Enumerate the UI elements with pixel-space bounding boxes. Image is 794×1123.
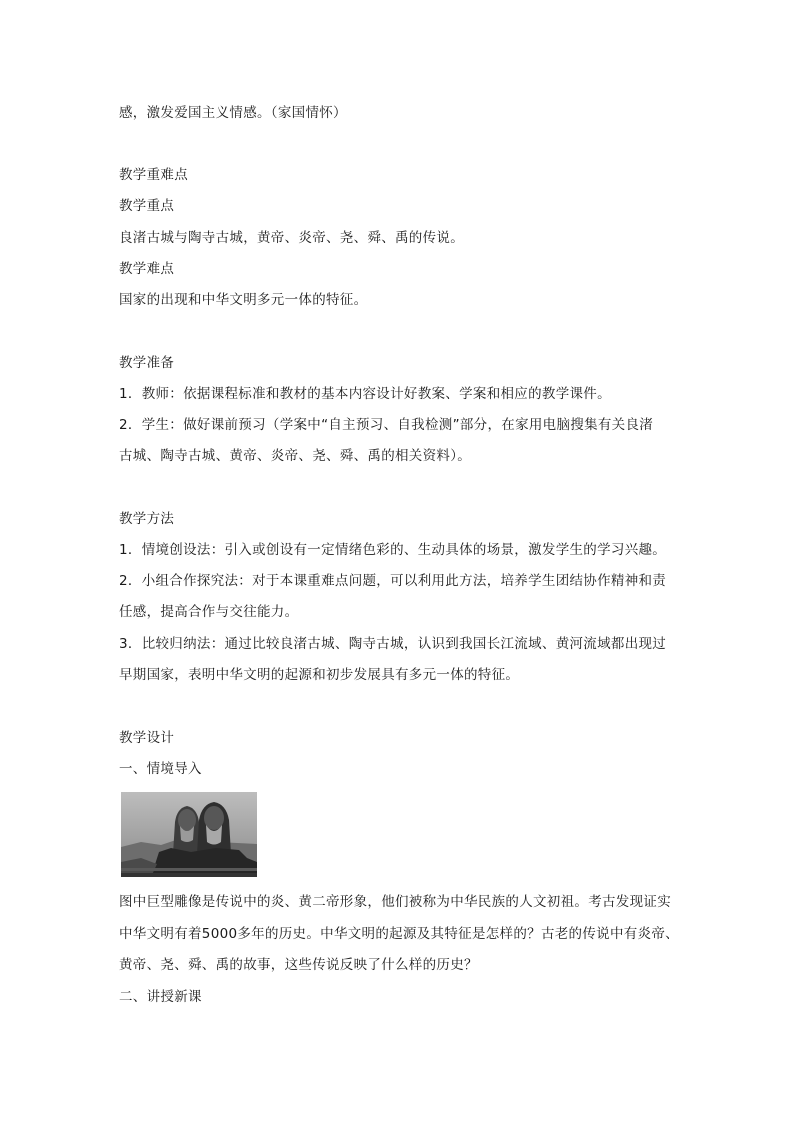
- yan-huang-statue-photo: [121, 792, 257, 877]
- difficult-points-label: 教学难点: [119, 261, 175, 277]
- methods-item-2-line-2: 任感，提高合作与交往能力。: [119, 604, 299, 620]
- key-difficult-heading: 教学重难点: [119, 167, 188, 183]
- intro-paragraph-line-2: 中华文明有着5000多年的历史。中华文明的起源及其特征是怎样的？古老的传说中有炎帝、: [119, 926, 679, 942]
- methods-item-2-line-1: 2．小组合作探究法：对于本课重难点问题，可以利用此方法，培养学生团结协作精神和责: [119, 573, 667, 589]
- preparation-item-2-line-2: 古城、陶寺古城、黄帝、炎帝、尧、舜、禹的相关资料）。: [119, 448, 472, 464]
- difficult-points-text: 国家的出现和中华文明多元一体的特征。: [119, 292, 368, 308]
- preparation-item-1: 1．教师：依据课程标准和教材的基本内容设计好教案、学案和相应的教学课件。: [119, 386, 611, 402]
- intro-paragraph-line-3: 黄帝、尧、舜、禹的故事，这些传说反映了什么样的历史？: [119, 957, 478, 973]
- key-points-label: 教学重点: [119, 198, 175, 214]
- section-1-title: 一、情境导入: [119, 761, 202, 777]
- intro-tail-line: 感，激发爱国主义情感。（家国情怀）: [119, 105, 347, 121]
- intro-paragraph-line-1: 图中巨型雕像是传说中的炎、黄二帝形象，他们被称为中华民族的人文初祖。考古发现证实: [119, 894, 671, 910]
- design-heading: 教学设计: [119, 730, 175, 746]
- methods-heading: 教学方法: [119, 511, 175, 527]
- methods-item-1: 1．情境创设法：引入或创设有一定情绪色彩的、生动具体的场景，激发学生的学习兴趣。: [119, 542, 667, 558]
- preparation-item-2-line-1: 2．学生：做好课前预习（学案中“自主预习、自我检测”部分，在家用电脑搜集有关良渚: [119, 417, 654, 433]
- key-points-text: 良渚古城与陶寺古城，黄帝、炎帝、尧、舜、禹的传说。: [119, 230, 464, 246]
- preparation-heading: 教学准备: [119, 355, 175, 371]
- methods-item-3-line-2: 早期国家，表明中华文明的起源和初步发展具有多元一体的特征。: [119, 667, 520, 683]
- section-2-title: 二、讲授新课: [119, 989, 202, 1005]
- methods-item-3-line-1: 3．比较归纳法：通过比较良渚古城、陶寺古城，认识到我国长江流域、黄河流域都出现过: [119, 636, 667, 652]
